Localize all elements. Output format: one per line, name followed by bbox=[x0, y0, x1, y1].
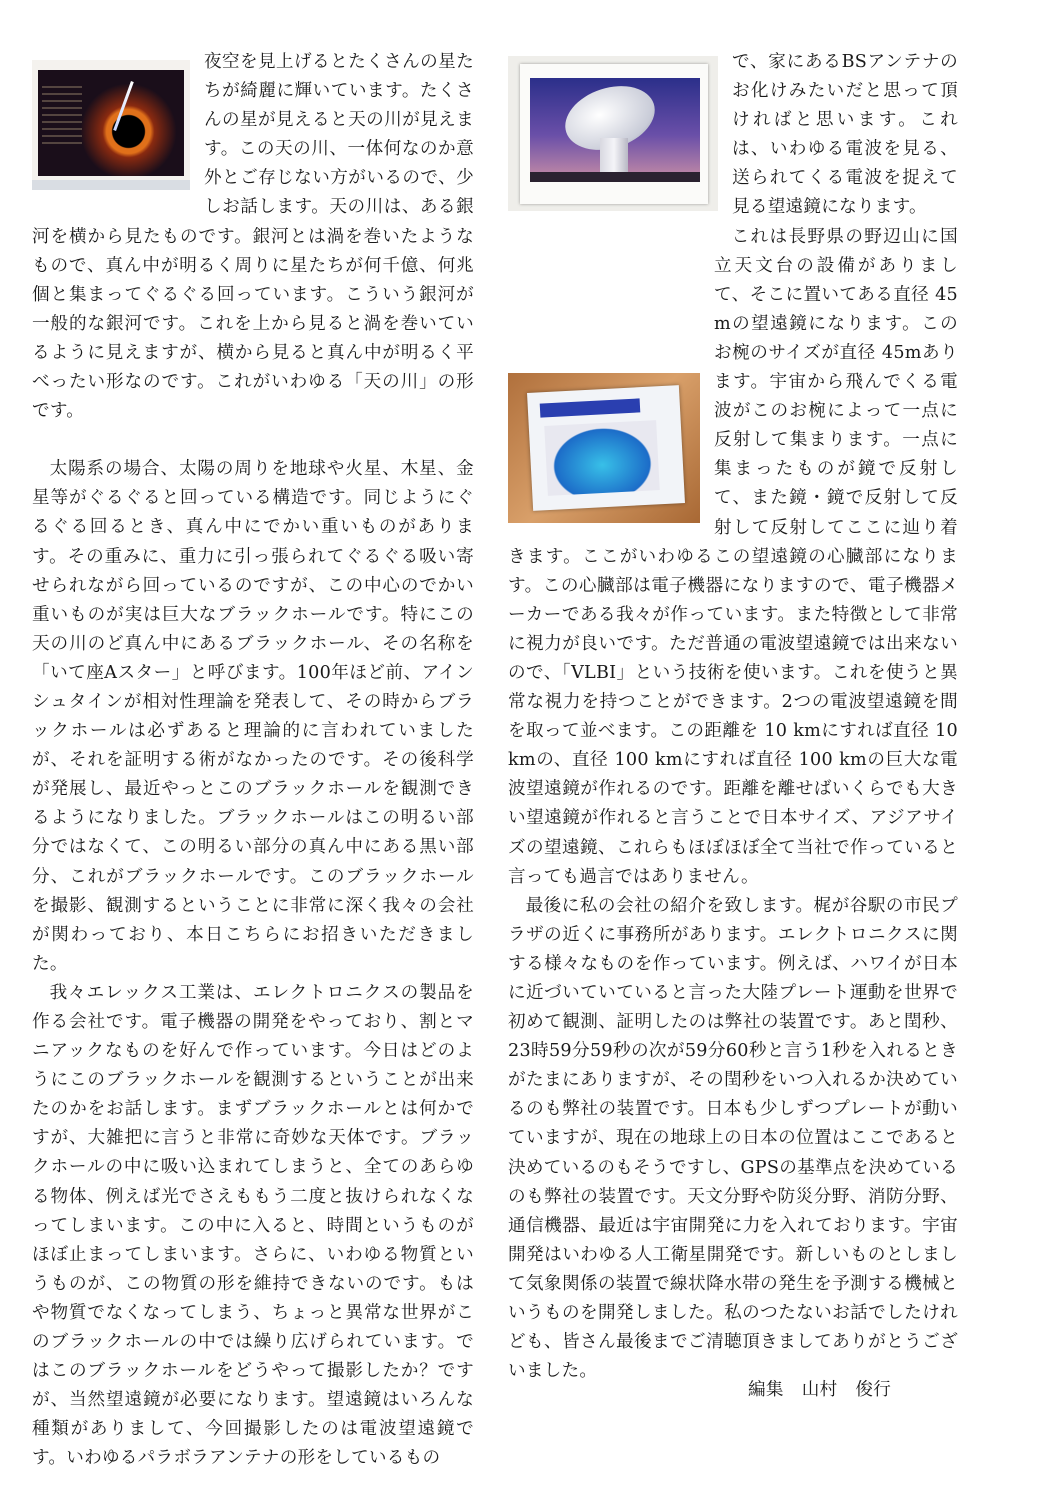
editor-credit bbox=[748, 1376, 891, 1405]
editor-name: 山村 俊行 bbox=[801, 1380, 892, 1400]
left-column bbox=[32, 48, 474, 1474]
paragraph-black-hole: 太陽系の場合、太陽の周りを地球や火星、木星、金星等がぐるぐると回っている構造です。同じようにぐるぐる回るとき、真ん中にでかい重いものがあります。その重みに、重力に引っ張られてぐるぐる吸い寄せられながら回っているのですが、この中心のでかい重いものが実は巨大なブラックホールです。特にこの天の川のど真ん中にあるブラックホール、その名称を「いて座Aスター」と呼びます。100年ほど前、アインシュタインが相対性理論を発表して、その時からブラックホールは必ずあると理論的に言われていましたが、それを証明する術がなかったのです。その後科学が発展し、最近やっとこのブラックホールを観測できるようになりました。ブラックホールはこの明るい部分ではなくて、この明るい部分の真ん中にある黒い部分、これがブラックホールです。このブラックホールを撮影、観測するということに非常に深く我々の会社が関わっており、本日こちらにお招きいただきました。 bbox=[32, 459, 474, 974]
right-column bbox=[508, 48, 958, 1386]
paragraph-nobeyama: これは長野県の野辺山に国立天文台の設備がありまして、そこに置いてある直径 45mの望遠鏡になります。このお椀のサイズが直径 45mあります。宇宙から飛んでくる電波がこのお椀によって一点に反射して集まります。一点に集まったものが鏡で反射して、また鏡・鏡で反射して反射して反射してここに辿り着きます。ここがいわゆるこの望遠鏡の心臓部になります。この心臓部は電子機器になりますので、電子機器メーカーである我々が作っています。また特徴として非常に視力が良いです。ただ普通の電波望遠鏡では出来ないので、「VLBI」という技術を使います。これを使うと異常な視力を持つことができます。2つの電波望遠鏡を間を取って並べます。この距離を 10 kmにすれば直径 10 kmの、直径 100 kmにすれば直径 100 kmの巨大な電波望遠鏡が作れるのです。距離を離せばいくらでも大きい望遠鏡が作れると言うことで日本サイズ、アジアサイズの望遠鏡、これらもほぼほぼ全て当社で作っていると言っても過言ではありません。 bbox=[508, 226, 958, 887]
paragraph-company-intro: 我々エレックス工業は、エレクトロニクスの製品を作る会社です。電子機器の開発をやっており、割とマニアックなものを好んで作っています。今日はどのようにこのブラックホールを観測するということが出来たのかをお話します。まずブラックホールとは何かですが、大雑把に言うと非常に奇妙な天体です。ブラックホールの中に吸い込まれてしまうと、全てのあらゆる物体、例えば光でさえももう二度と抜けられなくなってしまいます。この中に入ると、時間というものがほぼ止まってしまいます。さらに、いわゆる物質というものが、この物質の形を維持できないのです。もはや物質でなくなってしまう、ちょっと異常な世界がこのブラックホールの中では繰り広げられています。ではこのブラックホールをどうやって撮影したか？ですが、当然望遠鏡が必要になります。望遠鏡はいろんな種類がありまして、今回撮影したのは電波望遠鏡です。いわゆるパラボラアンテナの形をしているもの bbox=[32, 982, 474, 1469]
radio-telescope-photo bbox=[508, 56, 718, 211]
editor-label: 編集 bbox=[748, 1380, 784, 1400]
paragraph-bs-antenna: で、家にあるBSアンテナのお化けみたいだと思って頂ければと思います。これは、いわゆる電波を見る、送られてくる電波を捉えて見る望遠鏡になります。 bbox=[732, 52, 958, 218]
vlbi-slide-photo bbox=[508, 373, 700, 523]
black-hole-photo bbox=[32, 60, 190, 190]
paragraph-company-summary: 最後に私の会社の紹介を致します。梶が谷駅の市民プラザの近くに事務所があります。エレクトロニクスに関する様々なものを作っています。例えば、ハワイが日本に近づいていていると言った大陸プレート運動を世界で初めて観測、証明したのは弊社の装置です。あと閏秒、23時59分59秒の次が59分60秒と言う1秒を入れるときがたまにありますが、その閏秒をいつ入れるか決めているのも弊社の装置です。日本も少しずつプレートが動いていますが、現在の地球上の日本の位置はここであると決めているのもそうですし、GPSの基準点を決めているのも弊社の装置です。天文分野や防災分野、消防分野、通信機器、最近は宇宙開発に力を入れております。宇宙開発はいわゆる人工衛星開発です。新しいものとしまして気象関係の装置で線状降水帯の発生を予測する機械というものを開発しました。私のつたないお話でしたけれども、皆さん最後までご清聴頂きましてありがとうございました。 bbox=[508, 895, 958, 1382]
paragraph-milky-way: 夜空を見上げるとたくさんの星たちが綺麗に輝いています。たくさんの星が見えると天の川が見えます。この天の川、一体何なのか意外とご存じない方がいるので、少しお話します。天の川は、ある銀河を横から見たものです。銀河とは渦を巻いたようなもので、真ん中が明るく周りに星たちが何千億、何兆個と集まってぐるぐる回っています。こういう銀河が一般的な銀河です。これを上から見ると渦を巻いているように見えますが、横から見ると真ん中が明るく平べったい形なのです。これがいわゆる「天の川」の形です。 bbox=[32, 52, 474, 422]
